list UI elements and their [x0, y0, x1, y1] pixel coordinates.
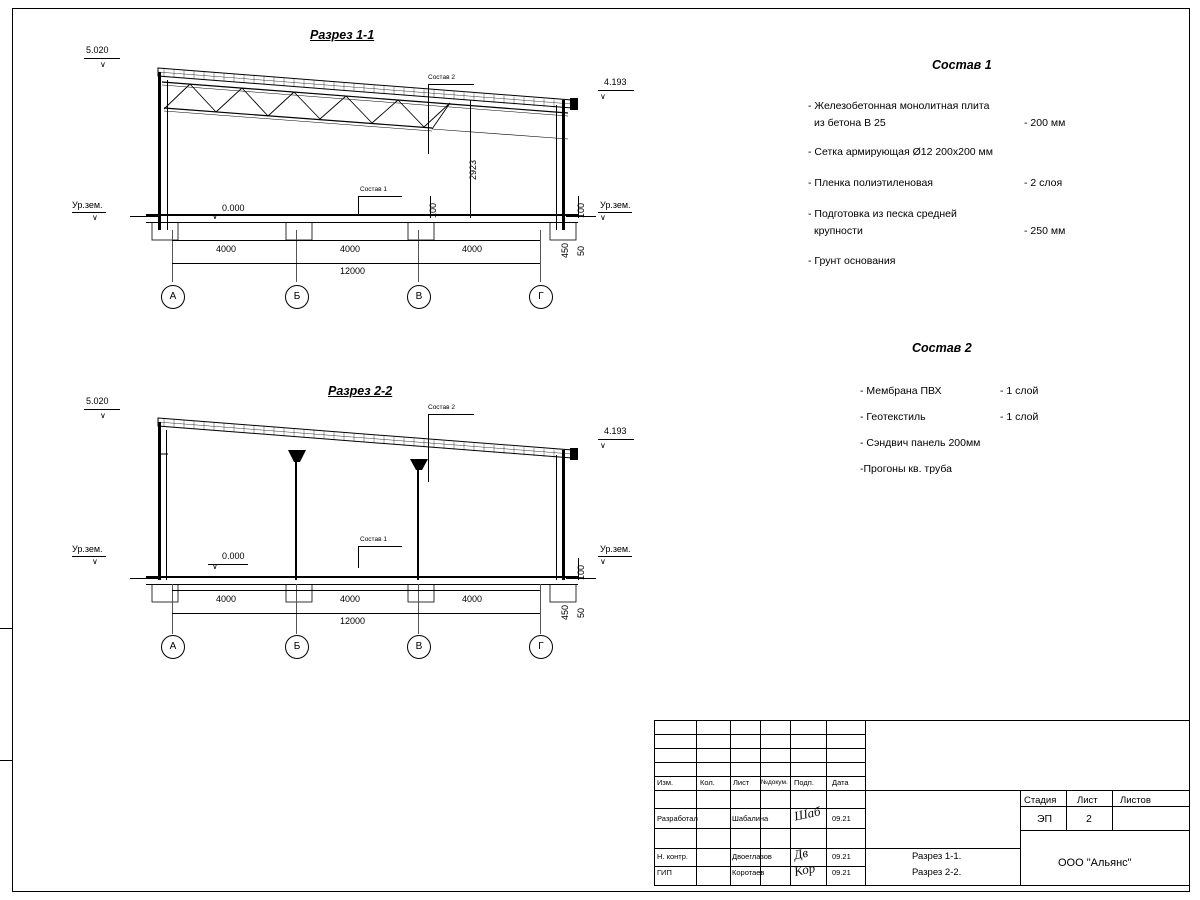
section2-foundations — [146, 584, 582, 614]
spec1-item1-text: - Железобетонная монолитная плита — [808, 100, 990, 112]
section1-column-a-inner — [167, 80, 168, 230]
spec1-item1-text2: из бетона В 25 — [814, 117, 886, 129]
section1-column-a — [158, 72, 161, 230]
section2-right-dim100: 100 — [576, 564, 586, 580]
section1-column-g — [562, 100, 565, 230]
section1-sostav1-label: Состав 1 — [360, 186, 387, 193]
section1-dimchain-1 — [172, 240, 540, 241]
spec2-item1-value: - 1 слой — [1000, 385, 1039, 397]
stamp-row3-date: 09.21 — [832, 868, 851, 877]
spec1-title: Состав 1 — [932, 58, 992, 72]
section1-foundations — [146, 222, 582, 252]
stamp-border-left — [654, 720, 655, 886]
stamp-right-div-2 — [1020, 830, 1190, 831]
section2-ground-arrow-left: ∨ — [92, 557, 98, 566]
section2-level-top-right: 4.193 — [604, 426, 627, 436]
stamp-row3-role: ГИП — [657, 868, 672, 877]
section1-level-top-right: 4.193 — [604, 77, 627, 87]
section1-axis-line-v — [418, 230, 419, 282]
stamp-lists-label: Листов — [1120, 795, 1151, 806]
section2-axis-v: В — [407, 635, 431, 659]
stamp-row1-role: Разработал — [657, 814, 698, 823]
stamp-border-top — [654, 720, 1190, 721]
section1-right-dim100: 100 — [576, 202, 586, 218]
stamp-header-kol: Кол. — [700, 778, 715, 787]
section1-level-top-left-arrow: ∨ — [100, 60, 106, 69]
stamp-col-right-3 — [1112, 790, 1113, 830]
section1-ground-label-right: Ур.зем. — [600, 200, 631, 210]
spec1-item5-text: - Грунт основания — [808, 255, 896, 267]
section2-sostav1-leader-h — [358, 546, 402, 547]
stamp-row3-signature: Кор — [792, 859, 817, 880]
section2-level-top-right-arrow: ∨ — [600, 441, 606, 450]
section1-span-1: 4000 — [216, 244, 237, 254]
section1-span-2: 4000 — [340, 244, 361, 254]
spec2-item3-text: - Сэндвич панель 200мм — [860, 437, 981, 449]
spec1-item3-text: - Пленка полиэтиленовая — [808, 177, 933, 189]
section2-axis-line-a — [172, 584, 173, 634]
section2-dimchain-1 — [172, 590, 540, 591]
sheet-border-bottom — [12, 891, 1190, 892]
spec2-title: Состав 2 — [912, 341, 972, 355]
section1-axis-line-b — [296, 230, 297, 282]
section2-column-v — [417, 463, 419, 580]
section1-height-dim: 2923 — [468, 159, 478, 180]
section1-sostav1-leader-h — [358, 196, 402, 197]
sheet-border-top — [12, 8, 1190, 9]
section1-ground-arrow-right: ∨ — [600, 213, 606, 222]
section1-axis-b: Б — [285, 285, 309, 309]
stamp-stage-label: Стадия — [1024, 795, 1057, 806]
section1-dim450: 450 — [560, 242, 570, 258]
stamp-row2-date: 09.21 — [832, 852, 851, 861]
stamp-row2-role: Н. контр. — [657, 852, 688, 861]
title-block — [654, 720, 1190, 886]
spec2-item2-value: - 1 слой — [1000, 411, 1039, 423]
section1-dimchain-total — [172, 263, 540, 264]
spec2-item2-text: - Геотекстиль — [860, 411, 926, 423]
section2-sostav2-leader-v — [428, 414, 429, 482]
section2-dim50: 50 — [576, 607, 586, 618]
section1-ground-label-left: Ур.зем. — [72, 200, 103, 210]
spec1-item1-value: - 200 мм — [1024, 117, 1066, 129]
stamp-stage-value: ЭП — [1037, 813, 1053, 825]
section1-level-zero: 0.000 — [222, 203, 245, 213]
stamp-col-right-1 — [1020, 790, 1021, 886]
spec1-item4-text: - Подготовка из песка средней — [808, 208, 957, 220]
stamp-header-list: Лист — [733, 778, 750, 787]
section2-column-capitals — [150, 448, 580, 472]
stamp-right-div-3 — [865, 848, 1020, 849]
stamp-col-4 — [790, 720, 791, 886]
stamp-list-label: Лист — [1077, 795, 1098, 806]
section1-total-span: 12000 — [340, 266, 366, 276]
section1-ground-left — [130, 216, 160, 217]
stamp-header-podp: Подп. — [794, 778, 814, 787]
section2-title: Разрез 2-2 — [328, 384, 393, 398]
section2-level-top-left-arrow: ∨ — [100, 411, 106, 420]
section2-column-b — [295, 455, 297, 580]
section2-axis-line-v — [418, 584, 419, 634]
section2-ground-label-left-line — [72, 556, 106, 557]
section2-dimchain-total — [172, 613, 540, 614]
section2-sostav2-leader-h — [428, 414, 474, 415]
section2-total-span: 12000 — [340, 616, 366, 626]
section1-dim100: 100 — [428, 202, 438, 218]
section2-ground-left — [130, 578, 160, 579]
section2-column-a — [158, 422, 161, 580]
stamp-row1-name: Шабалина — [732, 814, 769, 823]
section2-ground-arrow-right: ∨ — [600, 557, 606, 566]
stamp-row1-signature: Шаб — [792, 803, 822, 824]
section2-axis-line-g — [540, 584, 541, 634]
section2-sostav2-label: Состав 2 — [428, 404, 455, 411]
stamp-right-div-1 — [1020, 806, 1190, 807]
stamp-company: ООО "Альянс" — [1058, 857, 1132, 869]
stamp-sheet-title-2: Разрез 2-2. — [912, 867, 962, 878]
spec2-item1-text: - Мембрана ПВХ — [860, 385, 942, 397]
stamp-list-value: 2 — [1086, 813, 1092, 825]
fold-mark-2 — [0, 760, 12, 761]
spec2-item4-text: -Прогоны кв. труба — [860, 463, 952, 475]
stamp-col-2 — [730, 720, 731, 886]
stamp-col-1 — [696, 720, 697, 886]
section2-span-1: 4000 — [216, 594, 237, 604]
stamp-grid-row5 — [654, 790, 1190, 791]
stamp-header-data: Дата — [832, 778, 849, 787]
section1-column-g-inner — [556, 105, 557, 230]
section2-ground-label-right: Ур.зем. — [600, 544, 631, 554]
stamp-row2-name: Двоеглазов — [732, 852, 772, 861]
stamp-header-izm: Изм. — [657, 778, 674, 787]
section2-sostav1-label: Состав 1 — [360, 536, 387, 543]
section1-axis-v: В — [407, 285, 431, 309]
spec1-item4-text2: крупности — [814, 225, 863, 237]
section1-level-zero-arrow: ∨ — [212, 212, 218, 221]
spec1-item3-value: - 2 слоя — [1024, 177, 1063, 189]
section2-level-zero-arrow: ∨ — [212, 562, 218, 571]
section2-dim450: 450 — [560, 604, 570, 620]
section1-sostav2-label: Состав 2 — [428, 74, 455, 81]
section2-span-3: 4000 — [462, 594, 483, 604]
section1-level-top-left: 5.020 — [86, 45, 109, 55]
sheet-border-left — [12, 8, 13, 892]
section1-title: Разрез 1-1 — [310, 28, 375, 42]
section1-ground-label-left-line — [72, 212, 106, 213]
section2-sostav1-leader-v — [358, 546, 359, 568]
section2-axis-g: Г — [529, 635, 553, 659]
section1-sostav1-leader-v — [358, 196, 359, 216]
stamp-row3-name: Коротаев — [732, 868, 765, 877]
stamp-sheet-title-1: Разрез 1-1. — [912, 851, 962, 862]
stamp-col-3 — [760, 720, 761, 886]
section2-axis-line-b — [296, 584, 297, 634]
stamp-border-bottom — [654, 885, 1190, 886]
stamp-col-5 — [826, 720, 827, 886]
fold-mark-1 — [0, 628, 12, 629]
stamp-col-right-2 — [1066, 790, 1067, 830]
section2-floor-slab-top — [146, 576, 578, 578]
section1-sostav2-leader-h — [428, 84, 474, 85]
section1-truss — [150, 76, 580, 146]
spec1-item2-text: - Сетка армирующая Ø12 200х200 мм — [808, 146, 993, 158]
section2-axis-b: Б — [285, 635, 309, 659]
stamp-row2-signature: Дв — [792, 844, 810, 863]
section1-dim50: 50 — [576, 245, 586, 256]
section1-sostav2-leader-v — [428, 84, 429, 154]
section2-level-top-left: 5.020 — [86, 396, 109, 406]
stamp-row1-date: 09.21 — [832, 814, 851, 823]
stamp-header-ndok: №докум. — [761, 779, 788, 786]
section2-span-2: 4000 — [340, 594, 361, 604]
section2-level-zero: 0.000 — [222, 551, 245, 561]
stamp-border-right — [1189, 720, 1190, 886]
section1-span-3: 4000 — [462, 244, 483, 254]
section1-axis-line-g — [540, 230, 541, 282]
section1-ground-arrow-left: ∨ — [92, 213, 98, 222]
section1-axis-g: Г — [529, 285, 553, 309]
section1-axis-a: А — [161, 285, 185, 309]
spec1-item4-value: - 250 мм — [1024, 225, 1066, 237]
section1-axis-line-a — [172, 230, 173, 282]
section1-level-top-right-arrow: ∨ — [600, 92, 606, 101]
section2-axis-a: А — [161, 635, 185, 659]
stamp-col-6 — [865, 720, 866, 886]
section2-ground-label-left: Ур.зем. — [72, 544, 103, 554]
section2-column-g-inner — [556, 455, 557, 580]
